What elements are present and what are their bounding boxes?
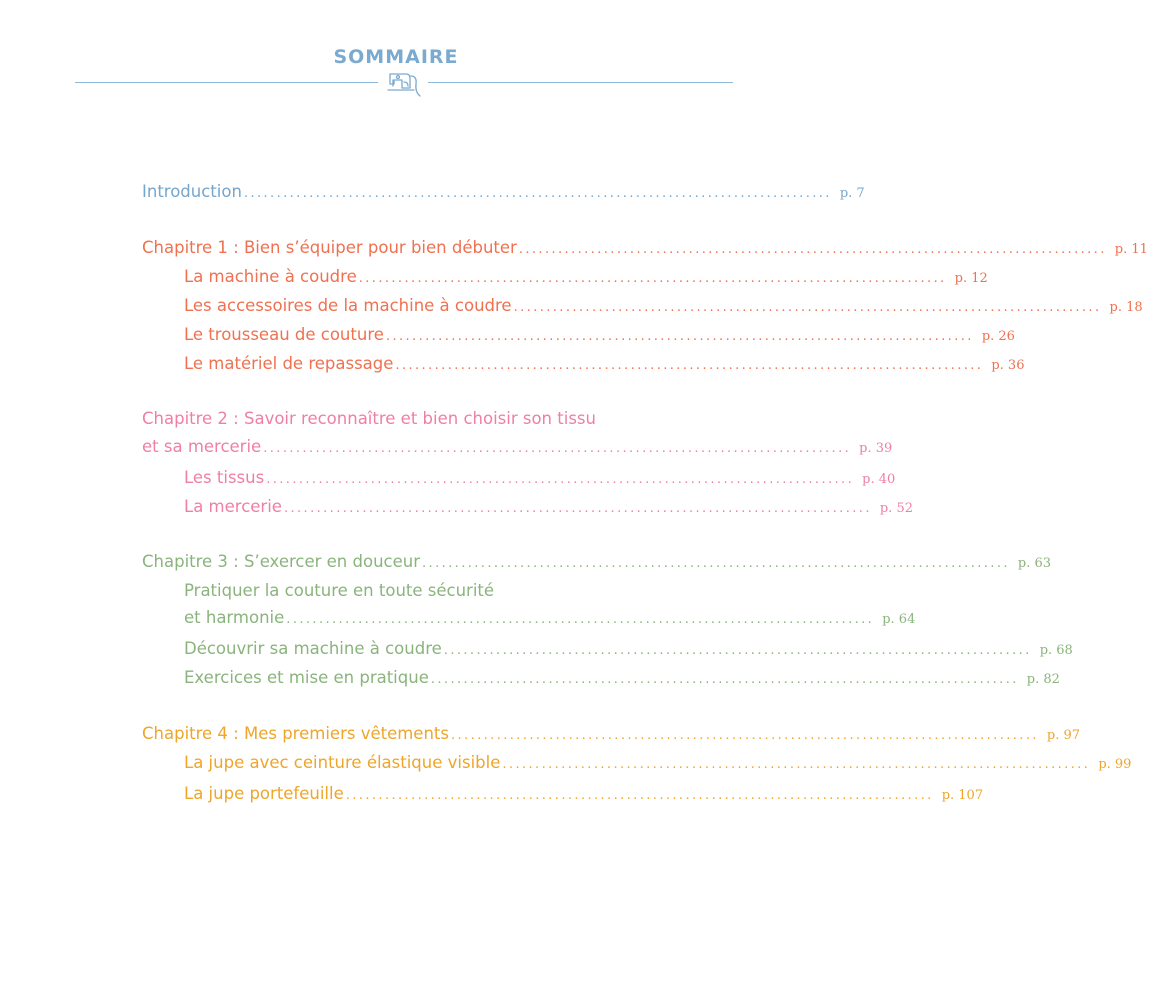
toc-page-number: p. 64 xyxy=(882,612,916,627)
leader-dots: .......................................................................................... xyxy=(345,788,934,803)
leader-dots: .......................................................................................... xyxy=(502,757,1091,772)
toc-page-number: p. 97 xyxy=(1046,728,1081,743)
leader-dots: .......................................................................................... xyxy=(518,242,1107,257)
toc-page-number: p. 12 xyxy=(954,271,988,286)
leader-dots: .......................................................................................... xyxy=(283,501,872,516)
toc-chapter-4[interactable] xyxy=(142,723,1081,747)
toc-entry-label: Découvrir sa machine à coudre xyxy=(184,639,442,658)
toc-page-number: p. 26 xyxy=(981,329,1015,344)
toc-chapter-2[interactable] xyxy=(142,436,893,460)
toc-page-number: p. 11 xyxy=(1114,242,1148,257)
toc-entry[interactable] xyxy=(184,667,1060,691)
title-rule-right xyxy=(428,82,733,83)
toc-chapter-label: et sa mercerie xyxy=(142,437,262,456)
toc-page-number: p. 40 xyxy=(862,472,896,487)
title-rule-left xyxy=(75,82,378,83)
toc-entry-label: La machine à coudre xyxy=(184,267,357,286)
leader-dots: .......................................................................................... xyxy=(422,556,1010,571)
toc-entry-label: La mercerie xyxy=(184,497,282,516)
toc-page-number: p. 18 xyxy=(1109,300,1143,315)
toc-entry[interactable] xyxy=(184,783,984,807)
toc-page-number: p. 7 xyxy=(839,186,865,201)
toc-page-number: p. 52 xyxy=(879,501,913,516)
toc-entry-label: Les tissus xyxy=(184,468,265,487)
toc-entry-label: et harmonie xyxy=(184,608,285,627)
toc-entry[interactable] xyxy=(184,353,1025,377)
toc-page-number: p. 107 xyxy=(941,788,984,803)
toc-entry[interactable] xyxy=(184,324,1015,348)
toc-entry[interactable] xyxy=(184,752,1132,776)
toc-entry[interactable] xyxy=(184,266,988,290)
toc-chapter-3[interactable] xyxy=(142,551,1052,575)
leader-dots: .......................................................................................... xyxy=(358,271,947,286)
toc-entry-label: Le matériel de repassage xyxy=(184,354,394,373)
toc-entry-label: La jupe portefeuille xyxy=(184,784,344,803)
toc-entry[interactable] xyxy=(184,638,1073,662)
toc-chapter-1[interactable] xyxy=(142,237,1148,261)
leader-dots: .......................................................................................... xyxy=(450,728,1039,743)
leader-dots: .......................................................................................... xyxy=(513,300,1102,315)
toc-chapter-label: Chapitre 1 : Bien s’équiper pour bien débuter xyxy=(142,238,517,257)
toc-entry-label: Introduction xyxy=(142,182,242,201)
sewing-machine-icon xyxy=(384,66,424,100)
toc-page-number: p. 68 xyxy=(1039,643,1073,658)
toc-entry-label: Le trousseau de couture xyxy=(184,325,384,344)
toc-entry-label: Exercices et mise en pratique xyxy=(184,668,429,687)
toc-page-number: p. 36 xyxy=(991,358,1025,373)
page-title: SOMMAIRE xyxy=(333,46,459,68)
toc-chapter-label: Chapitre 4 : Mes premiers vêtements xyxy=(142,724,449,743)
leader-dots: .......................................................................................... xyxy=(266,472,855,487)
toc-chapter-2-label-line1[interactable]: Chapitre 2 : Savoir reconnaître et bien choisir son tissu xyxy=(142,409,596,428)
toc-entry[interactable] xyxy=(184,295,1143,319)
leader-dots: .......................................................................................... xyxy=(443,643,1032,658)
toc-page-number: p. 99 xyxy=(1098,757,1132,772)
leader-dots: .......................................................................................... xyxy=(385,329,974,344)
leader-dots: .......................................................................................... xyxy=(286,612,875,627)
toc-entry-label-line1[interactable]: Pratiquer la couture en toute sécurité xyxy=(184,581,495,600)
toc-entry[interactable] xyxy=(184,607,916,631)
leader-dots: .......................................................................................... xyxy=(243,186,832,201)
toc-entry-label: Les accessoires de la machine à coudre xyxy=(184,296,512,315)
toc-page-number: p. 39 xyxy=(859,441,893,456)
toc-page-number: p. 82 xyxy=(1026,672,1060,687)
toc-entry-introduction[interactable] xyxy=(142,181,865,205)
toc-page-number: p. 63 xyxy=(1017,556,1052,571)
leader-dots: .......................................................................................... xyxy=(395,358,984,373)
leader-dots: .......................................................................................... xyxy=(430,672,1019,687)
toc-chapter-label: Chapitre 3 : S’exercer en douceur xyxy=(142,552,420,571)
toc-entry-label: La jupe avec ceinture élastique visible xyxy=(184,753,501,772)
toc-entry[interactable] xyxy=(184,467,896,491)
toc-entry[interactable] xyxy=(184,496,913,520)
leader-dots: .......................................................................................... xyxy=(263,441,852,456)
